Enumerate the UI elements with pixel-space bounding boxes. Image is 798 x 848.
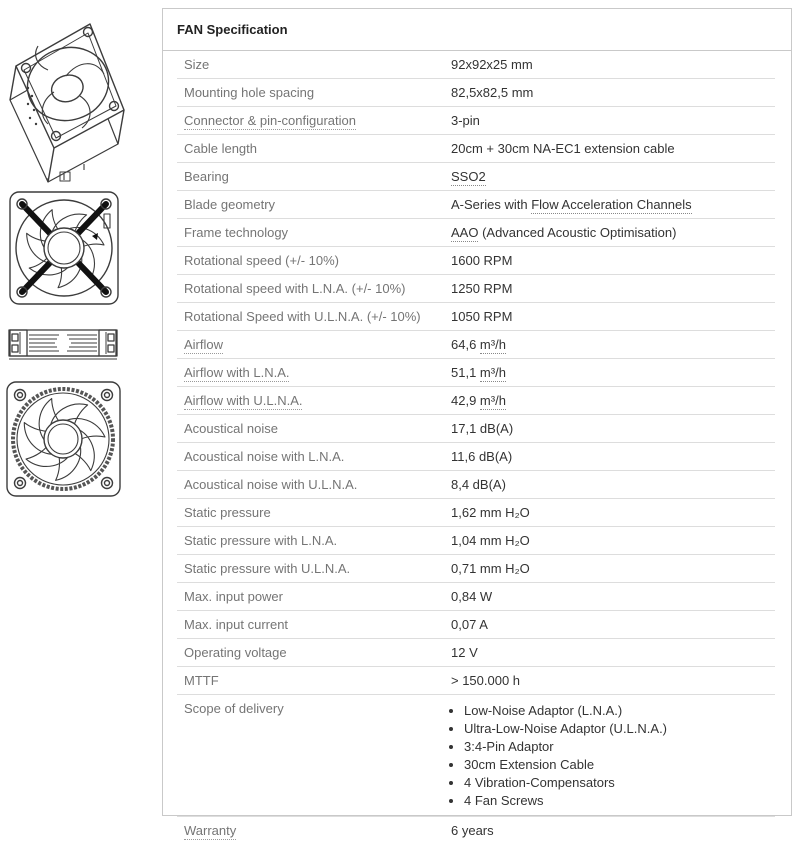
spec-label bbox=[184, 365, 451, 380]
spec-value bbox=[451, 169, 775, 184]
spec-label bbox=[184, 823, 451, 838]
page-title: FAN Specification bbox=[177, 22, 288, 37]
spec-label bbox=[184, 701, 451, 716]
spec-row bbox=[177, 359, 775, 387]
spec-value bbox=[451, 561, 775, 576]
spec-panel-header bbox=[163, 9, 791, 51]
fan-front-drawing-icon bbox=[5, 380, 122, 498]
spec-row bbox=[177, 817, 775, 844]
spec-label bbox=[184, 281, 451, 296]
spec-value bbox=[451, 309, 775, 324]
spec-value bbox=[451, 589, 775, 604]
text: Scope of delivery bbox=[184, 701, 284, 716]
spec-value bbox=[451, 281, 775, 296]
text: Rotational speed (+/- 10%) bbox=[184, 253, 340, 268]
spec-row bbox=[177, 163, 775, 191]
spec-row bbox=[177, 79, 775, 107]
spec-value bbox=[451, 85, 775, 100]
spec-value bbox=[451, 337, 775, 352]
tooltip-link[interactable]: Airflow bbox=[184, 337, 224, 352]
spec-value bbox=[451, 823, 775, 838]
delivery-item: • 30cm Extension Cable bbox=[464, 756, 775, 774]
spec-label bbox=[184, 561, 451, 576]
spec-label bbox=[184, 253, 451, 268]
spec-row bbox=[177, 51, 775, 79]
delivery-item: • Ultra-Low-Noise Adaptor (U.L.N.A.) bbox=[464, 720, 775, 738]
text: 6 years bbox=[451, 823, 494, 838]
spec-label bbox=[184, 57, 451, 72]
tooltip-link[interactable]: Warranty bbox=[184, 823, 237, 838]
text: 1,62 mm H₂O bbox=[451, 505, 530, 520]
fan-rear-x-thumbnail[interactable] bbox=[8, 190, 120, 306]
text: Static pressure with L.N.A. bbox=[184, 533, 338, 548]
text: 12 V bbox=[451, 645, 478, 660]
spec-row bbox=[177, 275, 775, 303]
spec-label bbox=[184, 309, 451, 324]
text: 42,9 bbox=[451, 393, 480, 408]
spec-value bbox=[451, 141, 775, 156]
spec-value bbox=[451, 365, 775, 380]
tooltip-link[interactable]: m³/h bbox=[479, 393, 506, 408]
spec-label bbox=[184, 197, 451, 212]
spec-label bbox=[184, 225, 451, 240]
spec-value bbox=[451, 57, 775, 72]
text: Acoustical noise bbox=[184, 421, 278, 436]
spec-label bbox=[184, 337, 451, 352]
text: 1600 RPM bbox=[451, 253, 513, 268]
text: 1250 RPM bbox=[451, 281, 513, 296]
spec-row bbox=[177, 387, 775, 415]
text: Acoustical noise with L.N.A. bbox=[184, 449, 345, 464]
text: 1050 RPM bbox=[451, 309, 513, 324]
tooltip-link[interactable]: Airflow with L.N.A. bbox=[184, 365, 290, 380]
text: Blade geometry bbox=[184, 197, 276, 212]
spec-row bbox=[177, 527, 775, 555]
text: (Advanced Acoustic Optimisation) bbox=[478, 225, 677, 240]
spec-label bbox=[184, 617, 451, 632]
spec-value bbox=[451, 225, 775, 240]
text: 1,04 mm H₂O bbox=[451, 533, 530, 548]
spec-row bbox=[177, 555, 775, 583]
spec-label bbox=[184, 421, 451, 436]
spec-value bbox=[451, 533, 775, 548]
text: Bearing bbox=[184, 169, 229, 184]
tooltip-link[interactable]: m³/h bbox=[479, 337, 506, 352]
delivery-item: • 4 Vibration-Compensators bbox=[464, 774, 775, 792]
text: 0,84 W bbox=[451, 589, 493, 604]
tooltip-link[interactable]: Flow Acceleration Channels bbox=[531, 197, 692, 212]
spec-label bbox=[184, 393, 451, 408]
spec-value bbox=[451, 421, 775, 436]
spec-row bbox=[177, 471, 775, 499]
tooltip-link[interactable]: Airflow with U.L.N.A. bbox=[184, 393, 303, 408]
spec-value bbox=[451, 113, 775, 128]
spec-row bbox=[177, 191, 775, 219]
text: 64,6 bbox=[451, 337, 480, 352]
text: Rotational Speed with U.L.N.A. (+/- 10%) bbox=[184, 309, 421, 324]
text: 82,5x82,5 mm bbox=[451, 85, 534, 100]
spec-value bbox=[451, 393, 775, 408]
spec-row bbox=[177, 331, 775, 359]
text: MTTF bbox=[184, 673, 219, 688]
text: Frame technology bbox=[184, 225, 289, 240]
fan-rear-x-drawing-icon bbox=[8, 190, 120, 306]
spec-value bbox=[451, 505, 775, 520]
spec-row bbox=[177, 219, 775, 247]
spec-row bbox=[177, 611, 775, 639]
spec-row bbox=[177, 499, 775, 527]
fan-isometric-thumbnail[interactable] bbox=[4, 8, 126, 186]
text: Max. input current bbox=[184, 617, 289, 632]
text: 3-pin bbox=[451, 113, 480, 128]
text: Mounting hole spacing bbox=[184, 85, 315, 100]
spec-label bbox=[184, 645, 451, 660]
text: Operating voltage bbox=[184, 645, 287, 660]
spec-value bbox=[451, 645, 775, 660]
spec-label bbox=[184, 85, 451, 100]
spec-panel bbox=[162, 8, 792, 838]
text: Size bbox=[184, 57, 210, 72]
tooltip-link[interactable]: m³/h bbox=[479, 365, 506, 380]
spec-row bbox=[177, 639, 775, 667]
spec-row bbox=[177, 415, 775, 443]
product-image-sidebar bbox=[0, 0, 160, 818]
spec-value bbox=[451, 477, 775, 492]
delivery-item: • Low-Noise Adaptor (L.N.A.) bbox=[464, 702, 775, 720]
tooltip-link[interactable]: Connector & pin-configuration bbox=[184, 113, 356, 128]
spec-label bbox=[184, 505, 451, 520]
fan-front-thumbnail[interactable] bbox=[5, 380, 122, 498]
text: Static pressure with U.L.N.A. bbox=[184, 561, 351, 576]
text: Max. input power bbox=[184, 589, 283, 604]
spec-label bbox=[184, 449, 451, 464]
spec-value bbox=[451, 197, 775, 212]
text: > 150.000 h bbox=[451, 673, 521, 688]
text: Cable length bbox=[184, 141, 257, 156]
text: 51,1 bbox=[451, 365, 480, 380]
fan-isometric-drawing-icon bbox=[4, 8, 126, 186]
spec-label bbox=[184, 169, 451, 184]
text: 11,6 dB(A) bbox=[451, 449, 513, 464]
delivery-item: • 4 Fan Screws bbox=[464, 792, 775, 810]
spec-table bbox=[163, 51, 791, 848]
fan-side-drawing-icon bbox=[7, 326, 119, 363]
spec-label bbox=[184, 113, 451, 128]
spec-label bbox=[184, 141, 451, 156]
text: A-Series with bbox=[451, 197, 532, 212]
spec-row bbox=[177, 303, 775, 331]
tooltip-link[interactable]: AAO bbox=[451, 225, 479, 240]
fan-side-thumbnail[interactable] bbox=[7, 326, 119, 363]
delivery-list bbox=[451, 702, 775, 810]
text: 0,71 mm H₂O bbox=[451, 561, 530, 576]
spec-row bbox=[177, 107, 775, 135]
spec-value bbox=[451, 449, 775, 464]
text: 0,07 A bbox=[451, 617, 488, 632]
spec-value bbox=[451, 253, 775, 268]
text: 20cm + 30cm NA-EC1 extension cable bbox=[451, 141, 675, 156]
spec-row bbox=[177, 135, 775, 163]
spec-value bbox=[451, 701, 775, 810]
spec-row bbox=[177, 443, 775, 471]
text: Acoustical noise with U.L.N.A. bbox=[184, 477, 358, 492]
spec-label bbox=[184, 589, 451, 604]
text: 8,4 dB(A) bbox=[451, 477, 506, 492]
spec-label bbox=[184, 533, 451, 548]
spec-row bbox=[177, 247, 775, 275]
spec-row bbox=[177, 667, 775, 695]
spec-row bbox=[177, 695, 775, 817]
spec-value bbox=[451, 617, 775, 632]
spec-label bbox=[184, 673, 451, 688]
spec-label bbox=[184, 477, 451, 492]
text: Static pressure bbox=[184, 505, 271, 520]
spec-value bbox=[451, 673, 775, 688]
text: 17,1 dB(A) bbox=[451, 421, 514, 436]
tooltip-link[interactable]: SSO2 bbox=[451, 169, 486, 184]
delivery-item: • 3:4-Pin Adaptor bbox=[464, 738, 775, 756]
spec-row bbox=[177, 583, 775, 611]
text: Rotational speed with L.N.A. (+/- 10%) bbox=[184, 281, 406, 296]
text: 92x92x25 mm bbox=[451, 57, 533, 72]
